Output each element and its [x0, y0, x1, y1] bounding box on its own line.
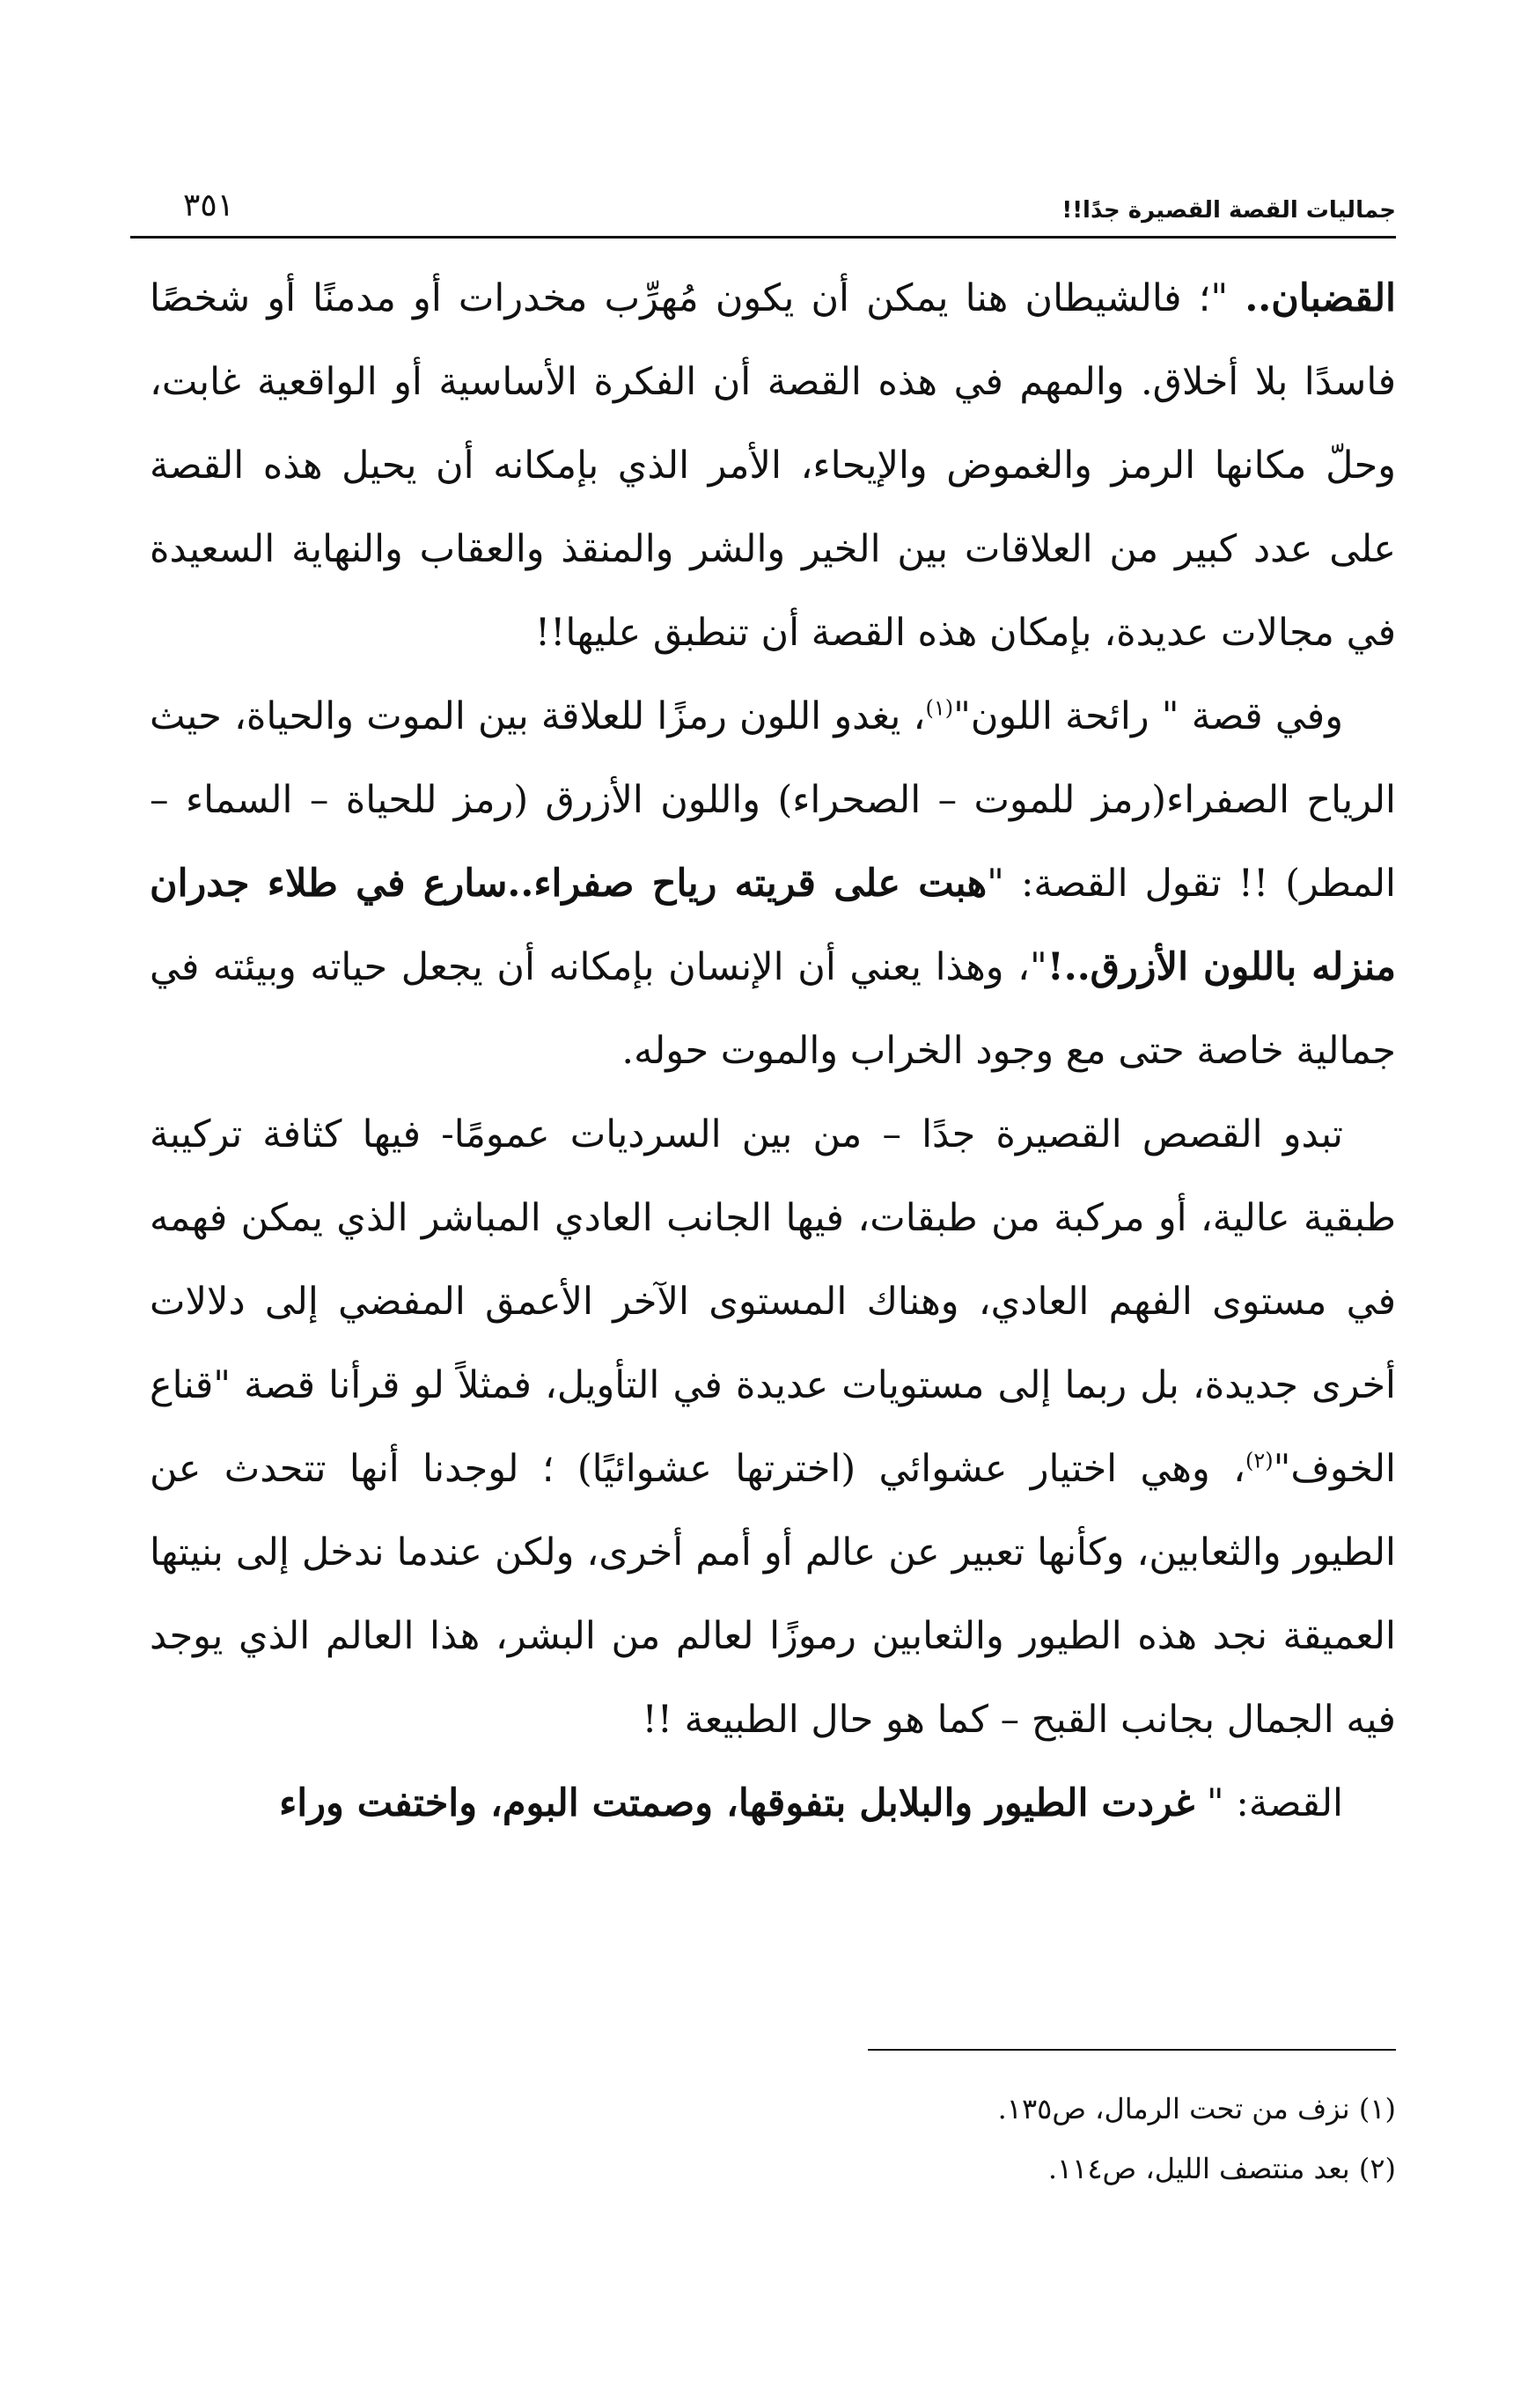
paragraph-text: "؛ فالشيطان هنا يمكن أن يكون مُهرِّب مخدرات أو مدمنًا أو شخصًا فاسدًا بلا أخلاق. والمهم في هذه القصة أن الفكرة الأساسية أو الواقعية غابت، وحلّ مكانها الرمز والغموض والإيحاء، الأمر الذي بإمكانه أن يحيل هذه القصة على عدد كبير من العلاقات بين الخير والشر والمنقذ والعقاب والنهاية السعيدة في مجالات عديدة، بإمكان هذه القصة أن تنطبق عليها!! [150, 276, 1396, 655]
quoted-story-bold: غردت الطيور والبلابل بتفوقها، وصمتت البوم، واختفت وراء [279, 1781, 1195, 1825]
quoted-story-bold: هبت على قريته رياح صفراء..سارع في طلاء جدران منزله باللون الأزرق..! [150, 862, 1396, 989]
header-rule [130, 236, 1396, 239]
page-number: ٣٥١ [183, 187, 235, 224]
paragraph-text: ، وهي اختيار عشوائي (اخترتها عشوائيًا) ؛ لوجدنا أنها تتحدث عن الطيور والثعابين، وكأنها تعبير عن عالم أو أمم أخرى، ولكن عندما ندخل إلى بنيتها العميقة نجد هذه الطيور والثعابين رموزًا لعالم من البشر، هذا العالم الذي يوجد فيه الجمال بجانب القبح – كما هو حال الطبيعة !! [150, 1447, 1396, 1742]
paragraph-3 [150, 1093, 1396, 1762]
paragraph-1 [150, 257, 1396, 675]
body-text [150, 257, 1396, 1846]
paragraph-text: ، يغدو اللون رمزًا للعلاقة بين الموت والحياة، حيث الرياح الصفراء(رمز للموت – الصحراء) واللون الأزرق (رمز للحياة – السماء – المطر) !! تقول القصة: " [150, 694, 1396, 906]
footnote-ref-1: (١) [925, 695, 954, 721]
paragraph-text: تبدو القصص القصيرة جدًا – من بين السرديات عمومًا- فيها كثافة تركيبة طبقية عالية، أو مركبة من طبقات، فيها الجانب العادي المباشر الذي يمكن فهمه في مستوى الفهم العادي، وهناك المستوى الآخر الأعمق المفضي إلى دلالات أخرى جديدة، بل ربما إلى مستويات عديدة في التأويل، فمثلاً لو قرأنا قصة "قناع الخوف" [150, 1112, 1396, 1491]
paragraph-text: "، وهذا يعني أن الإنسان بإمكانه أن يجعل حياته وبيئته في جمالية خاصة حتى مع وجود الخراب والموت حوله. [150, 945, 1396, 1073]
paragraph-text: القصة: " [1194, 1781, 1343, 1825]
footnotes [150, 2079, 1396, 2199]
running-title: جماليات القصة القصيرة جدًا!! [1061, 197, 1396, 224]
paragraph-2 [150, 675, 1396, 1093]
footnote-ref-2: (٢) [1245, 1448, 1274, 1473]
footnote-1: (١) نزف من تحت الرمال، ص١٣٥. [997, 2092, 1396, 2125]
bold-phrase: القضبان.. [1245, 276, 1396, 320]
page-header [130, 167, 1396, 229]
footnote-2: (٢) بعد منتصف الليل، ص١١٤. [1047, 2152, 1396, 2185]
paragraph-4 [150, 1762, 1396, 1846]
footnote-rule [868, 2049, 1396, 2051]
paragraph-text: وفي قصة " رائحة اللون" [953, 694, 1344, 738]
